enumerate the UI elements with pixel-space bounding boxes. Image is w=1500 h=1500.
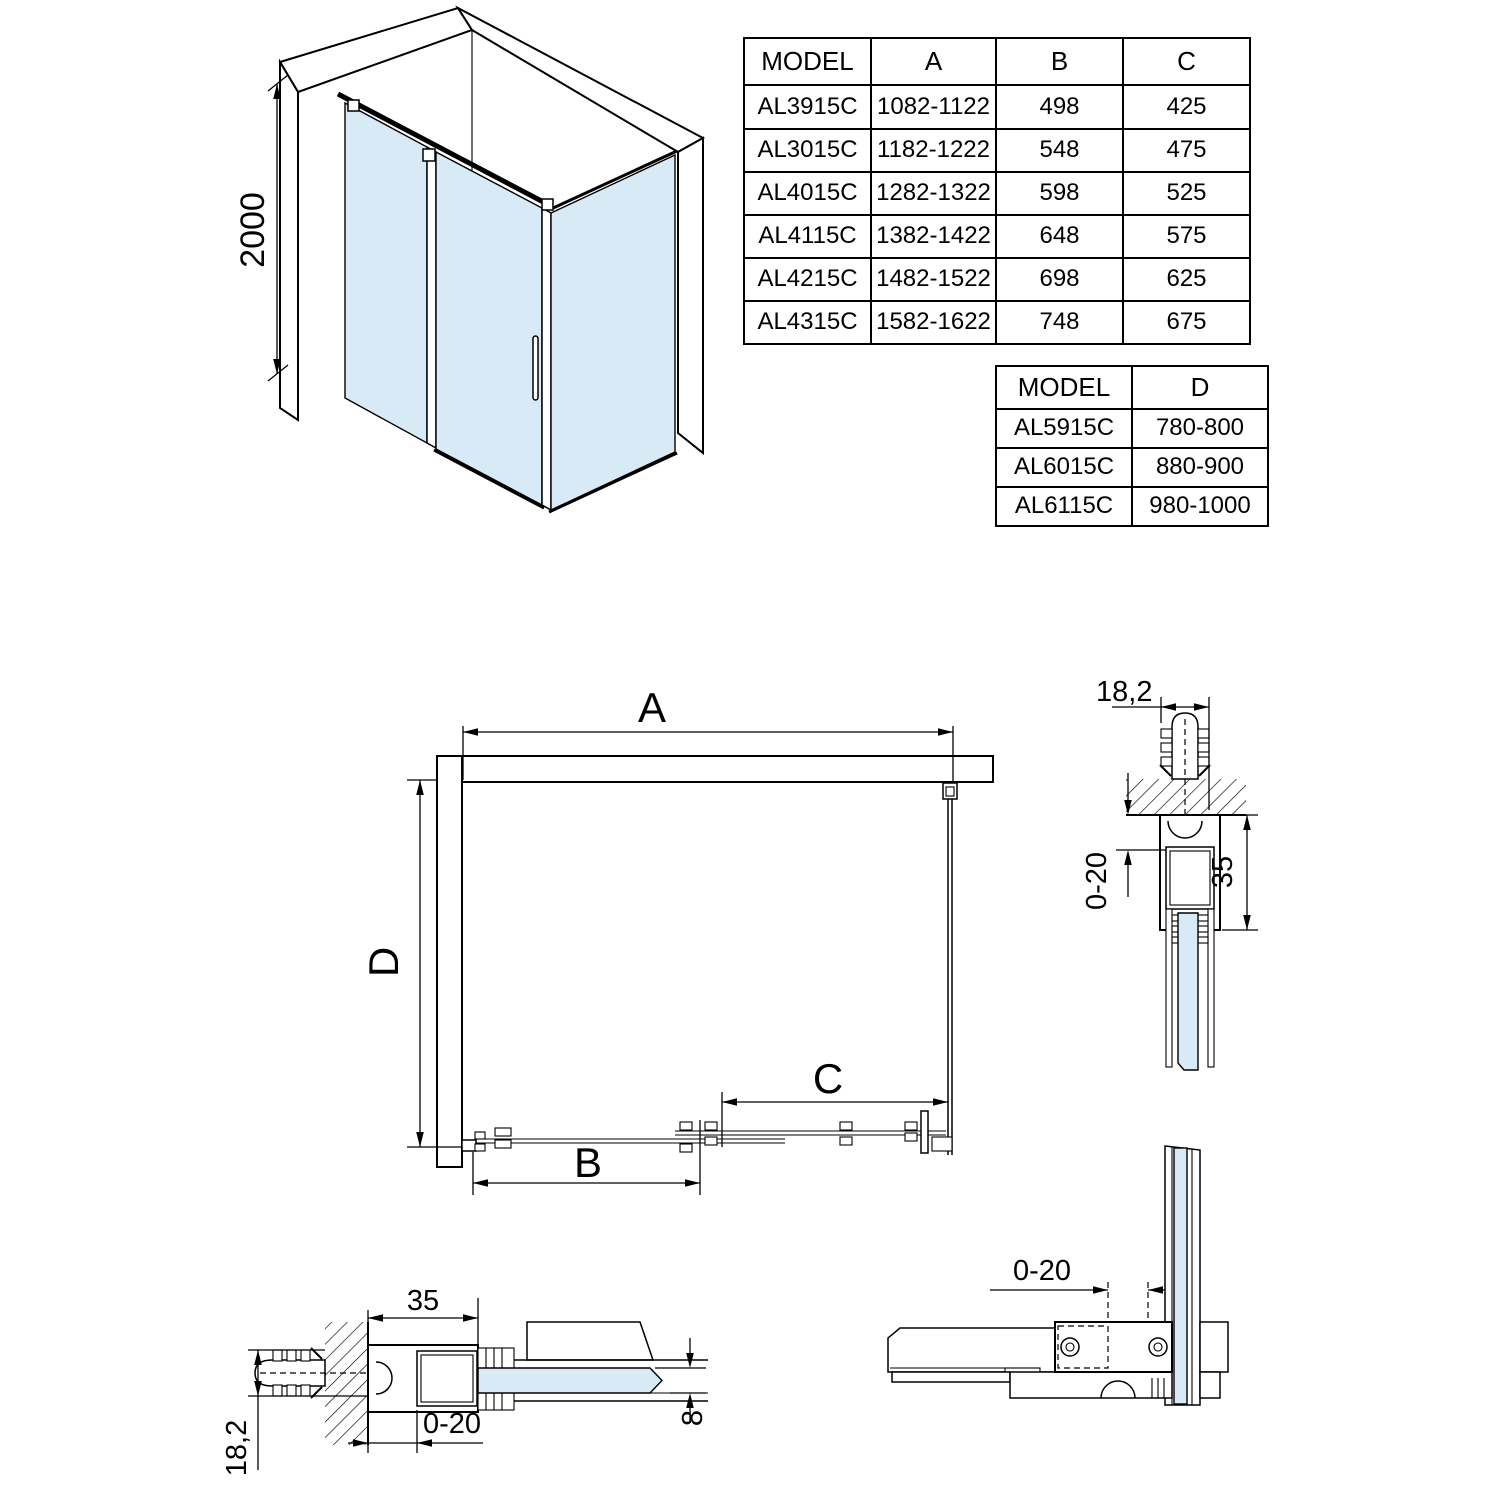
value-cell: 1082-1122 — [871, 85, 996, 128]
profile-depth-label: 35 — [1207, 855, 1239, 889]
model-cell: AL4015C — [744, 172, 871, 215]
col-header: C — [1123, 38, 1250, 85]
value-cell: 575 — [1123, 215, 1250, 258]
value-cell: 698 — [996, 258, 1123, 301]
rail-bracket — [423, 149, 435, 161]
value-cell: 780-800 — [1132, 409, 1268, 448]
value-cell: 980-1000 — [1132, 487, 1268, 526]
profile-width-label: 18,2 — [221, 1419, 253, 1477]
glass-edge-section — [478, 1368, 662, 1393]
model-cell: AL4215C — [744, 258, 871, 301]
dim-b-label: B — [573, 1139, 603, 1186]
adjustment-label: 0-20 — [422, 1408, 482, 1440]
dim-a-label: A — [637, 684, 667, 731]
model-cell: AL4115C — [744, 215, 871, 258]
col-header: D — [1132, 366, 1268, 409]
profile-width-label: 18,2 — [1096, 676, 1153, 708]
table-header-row — [744, 38, 1250, 85]
fixed-glass-panel — [345, 103, 427, 443]
table-row — [996, 487, 1268, 526]
door-handle — [533, 336, 538, 400]
wall-bracket — [348, 100, 359, 111]
wall-profile-top-view — [150, 1270, 730, 1500]
model-cell: AL6015C — [996, 448, 1132, 487]
dim-adjustment — [990, 1255, 1165, 1294]
table-row — [744, 85, 1250, 128]
height-dim-label: 2000 — [234, 192, 272, 268]
value-cell: 525 — [1123, 172, 1250, 215]
value-cell: 475 — [1123, 129, 1250, 172]
table-header-row — [996, 366, 1268, 409]
model-cell: AL3915C — [744, 85, 871, 128]
side-glass-panel — [551, 155, 675, 510]
glass-enclosure — [338, 94, 677, 512]
glass-edge-section — [1178, 913, 1198, 1070]
panel-connector-detail — [880, 1140, 1280, 1470]
table-row — [744, 215, 1250, 258]
value-cell: 748 — [996, 301, 1123, 344]
adjustment-label: 0-20 — [1012, 1255, 1072, 1287]
profile-depth-label: 35 — [406, 1285, 440, 1317]
value-cell: 498 — [996, 85, 1123, 128]
size-table — [743, 37, 1251, 345]
col-header: MODEL — [744, 38, 871, 85]
value-cell: 1182-1222 — [871, 129, 996, 172]
wall-hatch — [325, 1322, 368, 1445]
model-cell: AL4315C — [744, 301, 871, 344]
model-cell: AL6115C — [996, 487, 1132, 526]
value-cell: 1282-1322 — [871, 172, 996, 215]
value-cell: 598 — [996, 172, 1123, 215]
dim-profile-depth — [368, 1285, 478, 1345]
model-cell: AL5915C — [996, 409, 1132, 448]
wall-hatch — [1126, 779, 1246, 815]
corner-post — [542, 208, 551, 510]
value-cell: 1582-1622 — [871, 301, 996, 344]
value-cell: 675 — [1123, 301, 1250, 344]
dim-d-label: D — [360, 946, 407, 978]
col-header: MODEL — [996, 366, 1132, 409]
table-row — [996, 409, 1268, 448]
adjustment-label: 0-20 — [1081, 851, 1113, 911]
dim-c-label: C — [812, 1055, 844, 1102]
table-row — [744, 172, 1250, 215]
glass-edge-section — [1174, 1148, 1187, 1404]
plan-walls — [437, 756, 993, 1167]
value-cell: 1382-1422 — [871, 215, 996, 258]
door-track-plan — [462, 1111, 952, 1153]
glass-clamp — [1200, 1322, 1228, 1372]
isometric-view — [220, 0, 730, 580]
glass-thickness-label: 8 — [677, 1409, 709, 1427]
value-cell: 648 — [996, 215, 1123, 258]
sliding-door-panel — [436, 152, 542, 505]
model-cell: AL3015C — [744, 129, 871, 172]
table-row — [744, 301, 1250, 344]
table-row — [744, 258, 1250, 301]
depth-table — [995, 365, 1269, 527]
table-row — [744, 129, 1250, 172]
wall-profile-body — [1160, 815, 1220, 1070]
value-cell: 625 — [1123, 258, 1250, 301]
col-header: B — [996, 38, 1123, 85]
side-panel-plan — [943, 782, 957, 1155]
table-row — [996, 448, 1268, 487]
value-cell: 548 — [996, 129, 1123, 172]
col-header: A — [871, 38, 996, 85]
dim-glass-thickness — [655, 1338, 709, 1426]
corner-bracket — [542, 199, 553, 210]
value-cell: 425 — [1123, 85, 1250, 128]
value-cell: 1482-1522 — [871, 258, 996, 301]
divider-profile — [427, 147, 436, 448]
value-cell: 880-900 — [1132, 448, 1268, 487]
wall-profile-section — [1060, 675, 1360, 1105]
